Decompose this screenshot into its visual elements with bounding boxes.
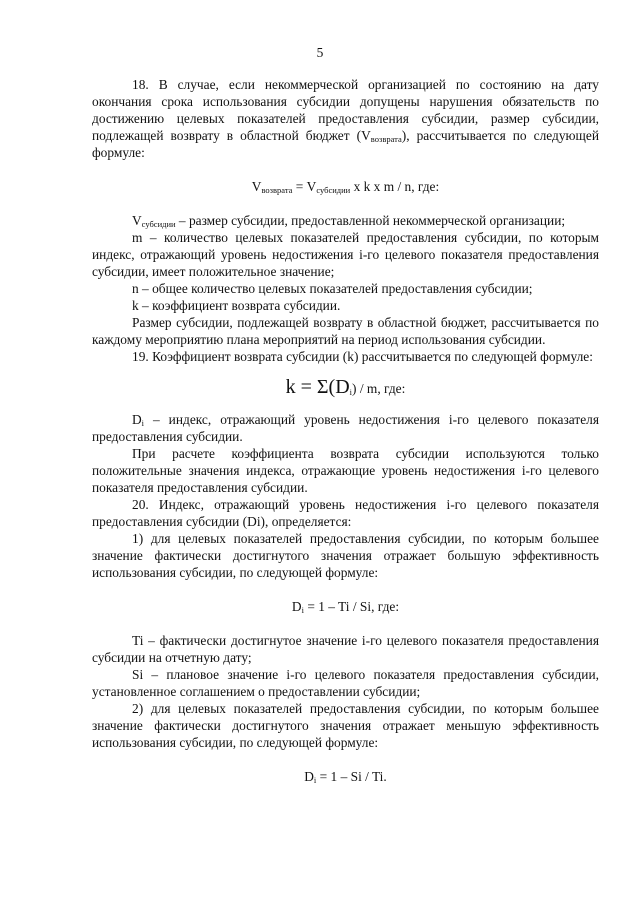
formula-symbol: D (304, 769, 314, 784)
subscript: i (313, 775, 317, 785)
paragraph-18-text-end: ), рассчитывается по следующей формуле: (92, 128, 599, 160)
formula-symbol: D (291, 599, 302, 614)
subscript: субсидии (141, 219, 176, 229)
formula-index-2 (92, 768, 599, 785)
paragraph-calculation: При расчете коэффициента возврата субсидии используются только положительные значения индекса, отражающие уровень недостижения i-го целевого показателя предоставления субсидии. (92, 446, 599, 495)
subscript: i (301, 605, 304, 615)
definition-si: Si – плановое значение i-го целевого показателя предоставления субсидии, установленное соглашением о предоставлении субсидии; (92, 667, 599, 699)
definition-v-subsidy (92, 212, 599, 229)
definition-m: m – количество целевых показателей предоставления субсидии, по которым индекс, отражающий уровень недостижения i-го целевого показателя предоставления субсидии, имеет положительное значение; (92, 230, 599, 279)
paragraph-20: 20. Индекс, отражающий уровень недостижения i-го целевого показателя предоставления субсидии (Di), определяется: (92, 497, 599, 529)
definition-k: k – коэффициент возврата субсидии. (132, 298, 341, 313)
formula-symbol: = V (292, 179, 317, 194)
definition-ti: Ti – фактически достигнутое значение i-го целевого показателя предоставления субсидии на отчетную дату; (92, 633, 599, 665)
subscript: субсидии (316, 185, 351, 195)
subscript: возврата (370, 134, 402, 144)
subscript: i (349, 387, 353, 397)
definition-n: n – общее количество целевых показателей предоставления субсидии; (132, 281, 533, 296)
formula-symbol: D (132, 412, 142, 427)
paragraph-18 (92, 76, 599, 161)
definition-text: – индекс, отражающий уровень недостижения i-го целевого показателя предоставления субсидии. (92, 412, 599, 444)
formula-coefficient (92, 376, 599, 398)
paragraph-20-1: 1) для целевых показателей предоставления субсидии, по которым большее значение фактически достигнутого значения отражает большую эффективность использования субсидии, по следующей формуле: (92, 531, 599, 580)
subscript: возврата (261, 185, 293, 195)
formula-symbol: k = Σ(D (285, 376, 350, 398)
paragraph-20-2: 2) для целевых показателей предоставления субсидии, по которым большее значение фактически достигнутого значения отражает меньшую эффективность использования субсидии, по следующей формуле: (92, 701, 599, 750)
paragraph-18-text: 18. В случае, если некоммерческой организацией по состоянию на дату окончания срока использования субсидии допущены нарушения обязательств по достижению целевых показателей предоставления субсидии, размер субсидии, подлежащей возврату в областной бюджет (V (92, 77, 599, 143)
formula-symbol: V (132, 213, 142, 228)
formula-rest: = 1 – Ti / Si, где: (303, 599, 400, 614)
formula-symbol: V (251, 179, 262, 194)
definition-text: – размер субсидии, предоставленной некоммерческой организации; (175, 213, 566, 228)
paragraph-19: 19. Коэффициент возврата субсидии (k) рассчитывается по следующей формуле: (132, 349, 593, 364)
formula-refund (92, 178, 599, 195)
definition-di (92, 411, 599, 445)
formula-rest: ) / m, где: (352, 381, 406, 396)
formula-rest: x k x m / n, где: (350, 179, 440, 194)
page-number: 5 (316, 45, 324, 60)
subscript: i (141, 418, 145, 428)
formula-rest: = 1 – Si / Ti. (316, 769, 387, 784)
formula-index-1 (92, 598, 599, 615)
paragraph-refund-size: Размер субсидии, подлежащей возврату в областной бюджет, рассчитывается по каждому мероприятию плана мероприятий на период использования субсидии. (92, 315, 599, 347)
document-body (92, 76, 599, 785)
